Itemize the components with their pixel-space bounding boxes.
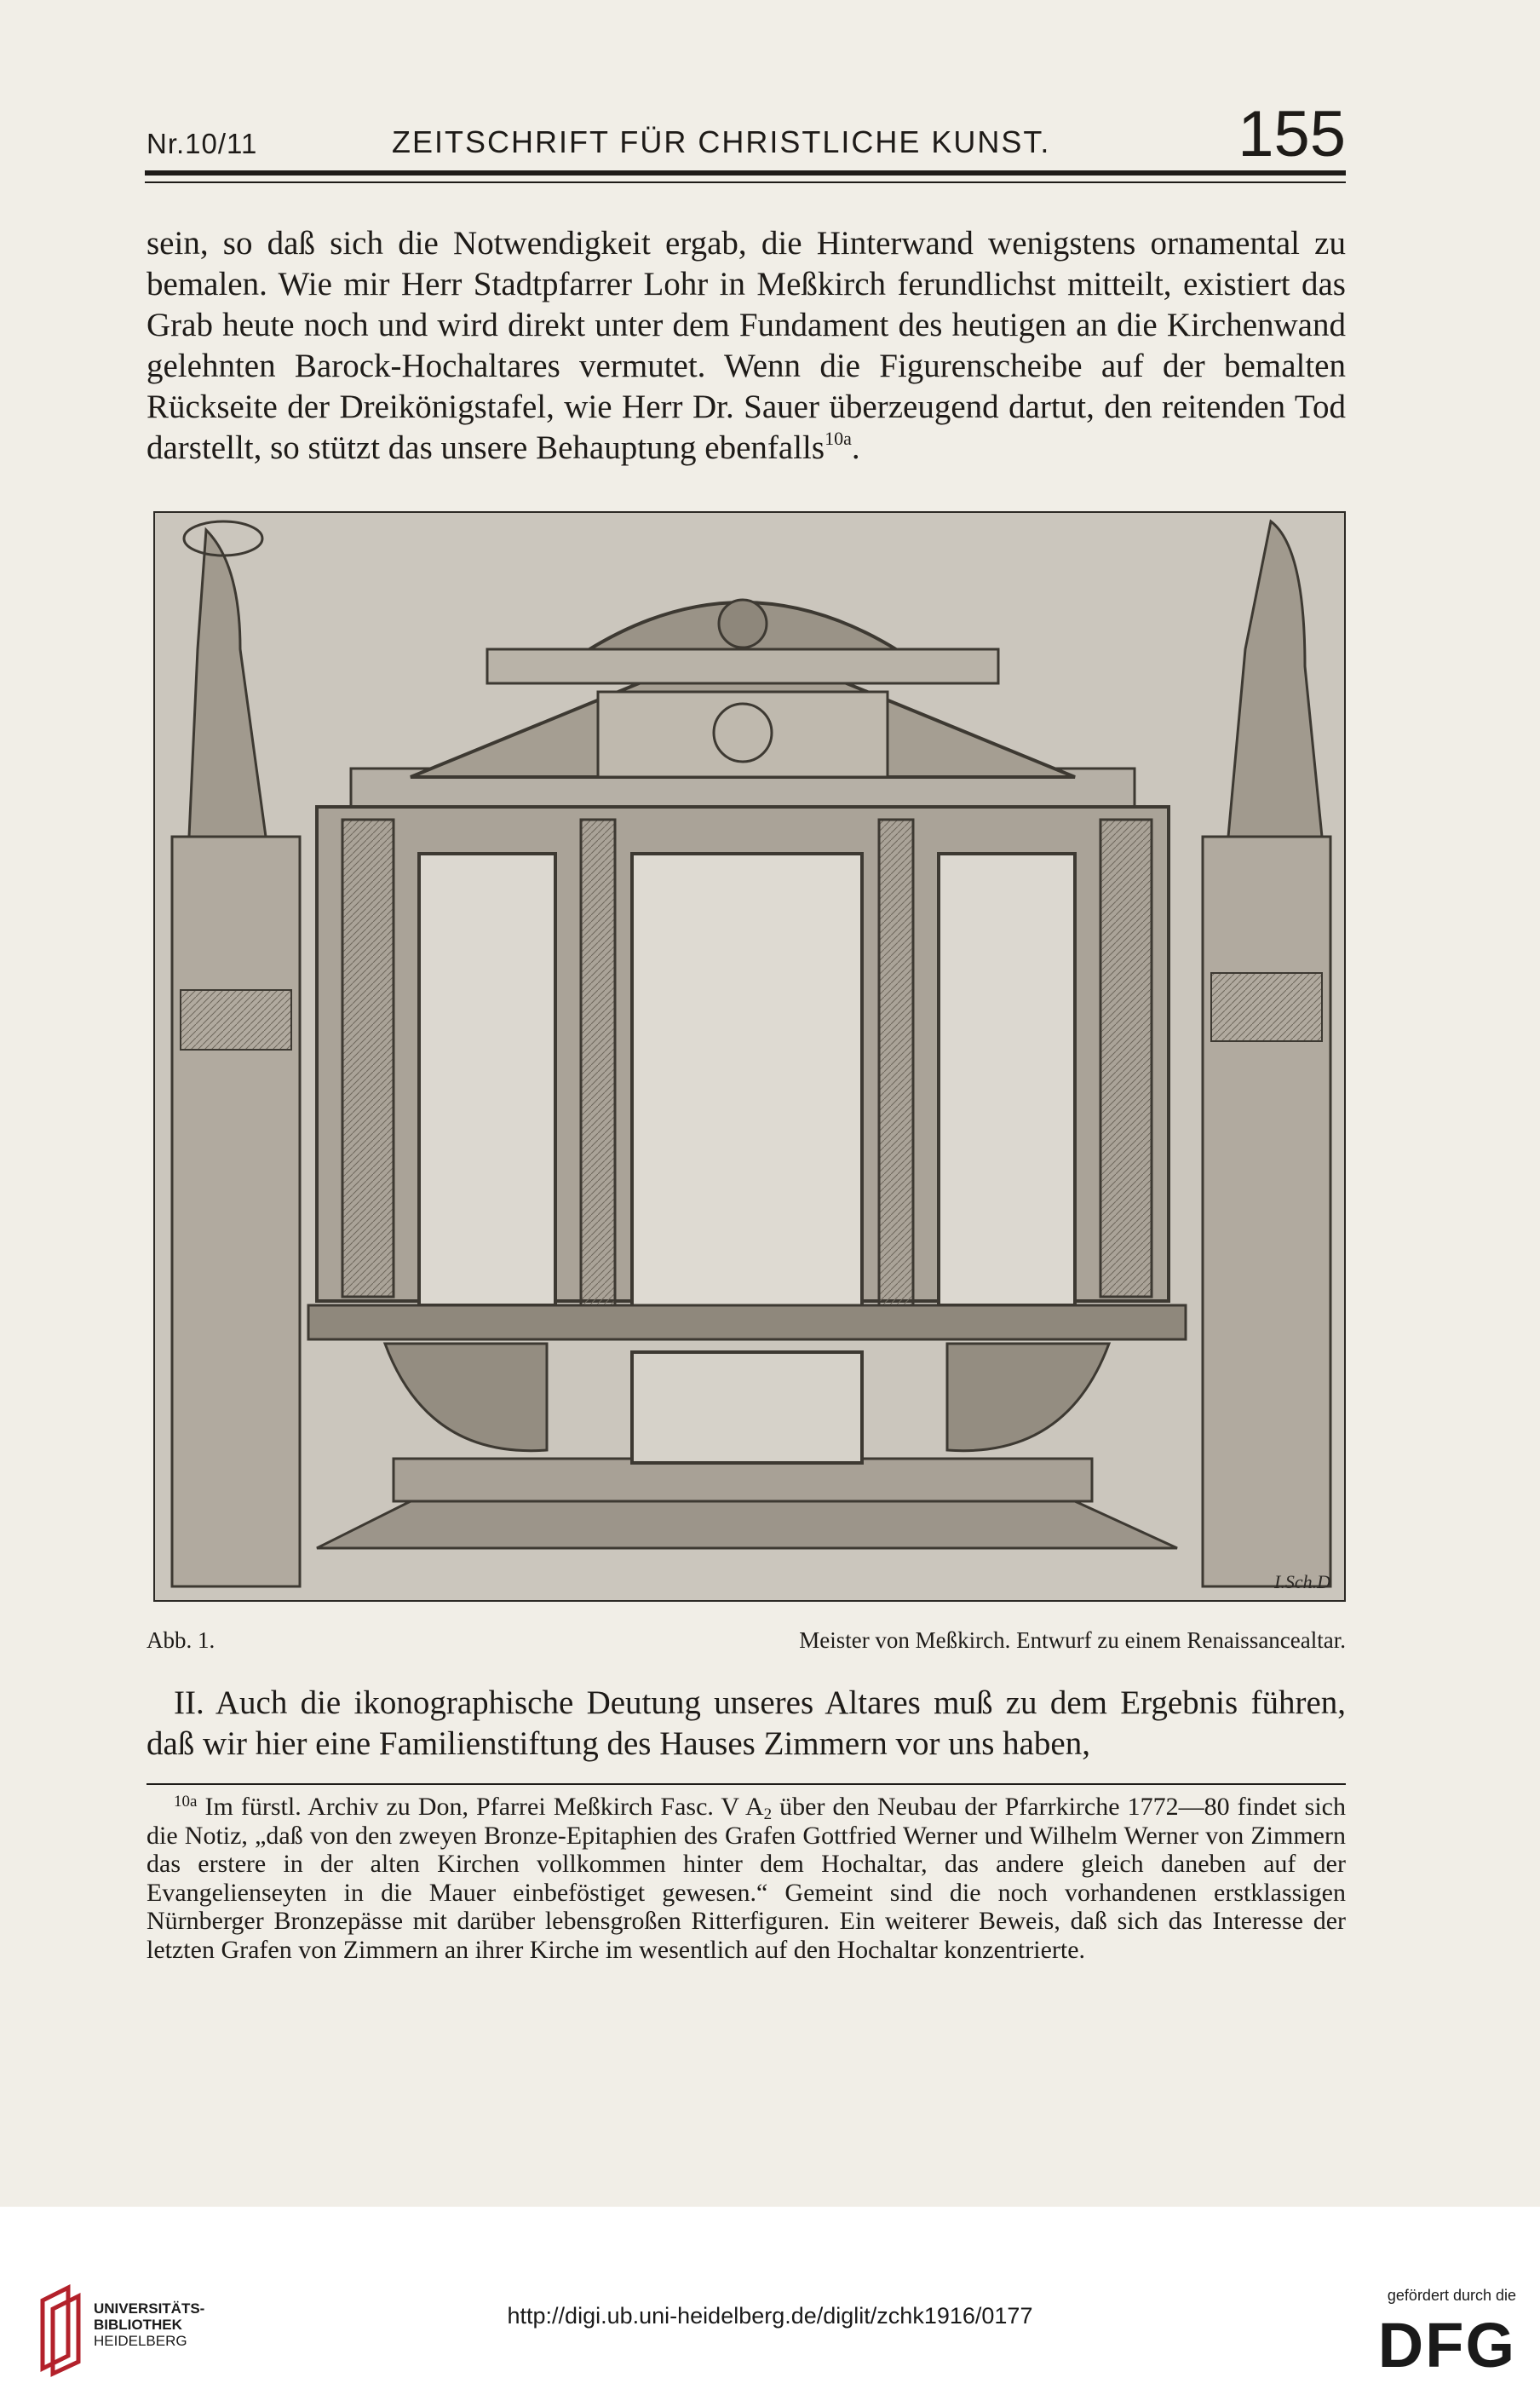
running-header [145,98,1346,170]
footnote-text-part2: über den Neubau der Pfarrkirche 1772—80 findet sich die Notiz, „daß von den zweyen Bronze-Epitaphien des Grafen Gottfried Werner und Wilhelm Werner von Zimmern das erstere in der alten Kirchen vollkommen hinter dem Hochaltar, das andere gleich daneben auf der Evangelienseyten in die Mauer einbeföstiget gewesen.“ Gemeint sind die noch vorhandenen erstklassigen Nürnberger Bronzepässe mit darüber lebensgroßen Ritterfiguren. Ein weiterer Beweis, daß sich das Interesse der letzten Grafen von Zimmern an ihrer Kirche im wesentlich auf den Hochaltar konzentrierte. [147,1793,1346,1964]
engraving-signature: I.Sch.D [1274,1571,1330,1592]
figure-caption [147,1627,1346,1661]
caption-label: Abb. 1. [147,1627,215,1653]
university-library-logo-icon[interactable] [34,2283,89,2377]
section2-text: II. Auch die ikonographische Deutung unseres Altares muß zu dem Ergebnis führen, daß wir hier eine Familienstiftung des Hauses Zimmern vor uns haben, [147,1684,1346,1762]
intro-text: sein, so daß sich die Notwendigkeit ergab, die Hinterwand wenigstens ornamental zu bemalen. Wie mir Herr Stadtpfarrer Lohr in Meßkirch ferundlichst mitteilt, existiert das Grab heute noch und wird direkt unter dem Fundament des heutigen an die Kirchenwand gelehnten Barock-Hochaltares vermutet. Wenn die Figurenscheibe auf der bemalten Rückseite der Dreikönigstafel, wie Herr Dr. Sauer überzeugend dartut, den reitenden Tod darstellt, so stützt das unsere Behauptung ebenfalls [147,225,1346,466]
body-paragraph-intro [147,223,1346,469]
footnote-block [147,1793,1346,1964]
header-rule-thick [145,170,1346,176]
library-line1: UNIVERSITÄTS- [94,2300,205,2317]
caption-text: Meister von Meßkirch. Entwurf zu einem Renaissancealtar. [799,1627,1346,1653]
footnote-reference[interactable]: 10a [825,428,852,449]
footnote-subscript: 2 [763,1805,773,1823]
journal-title: ZEITSCHRIFT FÜR CHRISTLICHE KUNST. [392,124,1051,159]
permalink-url[interactable]: http://digi.ub.uni-heidelberg.de/diglit/zchk1916/0177 [507,2303,1033,2329]
dfg-logo[interactable]: DFG [1377,2310,1516,2381]
digitization-banner [0,2207,1540,2395]
library-line3: HEIDELBERG [94,2333,187,2349]
header-rule-thin [145,181,1346,183]
issue-number: Nr.10/11 [147,128,258,159]
footnote-rule [147,1783,1346,1785]
body-paragraph-section2 [147,1683,1346,1765]
intro-end-punct: . [851,429,860,466]
footnote-text-part1: Im fürstl. Archiv zu Don, Pfarrei Meßkirch Fasc. V A [204,1793,764,1821]
figure-altar-engraving [153,511,1346,1602]
footnote-mark: 10a [174,1793,198,1811]
page-number: 155 [1238,98,1346,170]
funder-label: gefördert durch die [1387,2287,1516,2304]
library-line2: BIBLIOTHEK [94,2317,182,2333]
altar-engraving-image [155,513,1344,1600]
